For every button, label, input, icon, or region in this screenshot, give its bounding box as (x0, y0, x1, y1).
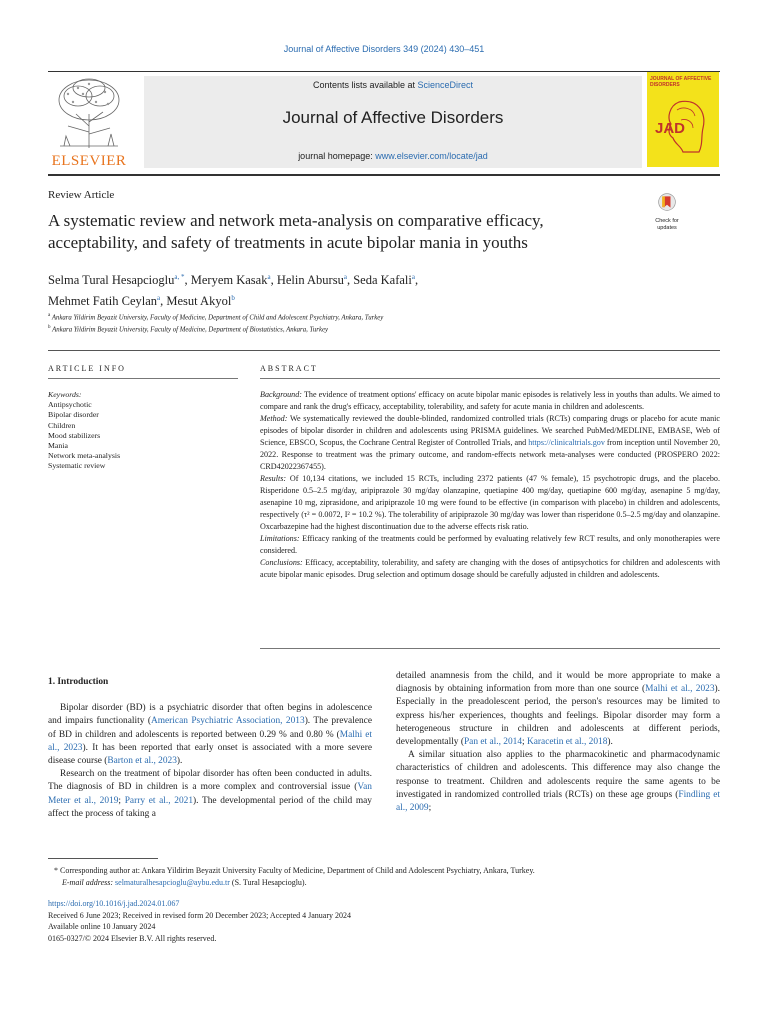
body-text: ; (118, 795, 125, 806)
author-affil-mark[interactable]: a (267, 273, 271, 281)
author-separator: , (414, 273, 419, 288)
abstract-end-rule (260, 648, 720, 649)
affil-mark: a (48, 313, 51, 318)
check-for-updates-badge[interactable] (647, 191, 687, 237)
abstract-sentence: We systematically reviewed the double-blinded, randomized controlled trials (RCTs) comparing drugs or placebo for acute manic episodes of bipolar disorder in children and adolescents using PRISMA guidelines. We searched PubMed/MEDLINE, EMBASE, Web of Science, EBSCO, Scopus, the Cochrane Central Register of Controlled Trials, and (260, 414, 720, 447)
article-info-rule (48, 378, 238, 379)
author-affil-mark[interactable]: a (343, 273, 347, 281)
author-name[interactable]: Mehmet Fatih Ceylan (48, 294, 158, 309)
body-paragraph (396, 670, 720, 749)
abstract-method (260, 413, 720, 473)
body-text: A similar situation also applies to the pharmacokinetic and pharmacodynamic characteristics of children and adolescents. This difference may also change the response to treatment. Children and adolescents require the same agents to be investigated in randomized controlled trials (RCTs) on these age groups ( (396, 750, 720, 800)
journal-homepage: journal homepage: www.elsevier.com/locate/jad (298, 151, 488, 161)
publication-info (48, 898, 720, 944)
elsevier-tree-icon (48, 76, 130, 150)
email-owner: (S. Tural Hesapcioglu). (229, 878, 307, 887)
keyword: Children (48, 420, 76, 430)
corresponding-footnote (48, 865, 720, 889)
affiliations (48, 311, 608, 336)
check-updates-line2: updates (657, 225, 677, 231)
keyword: Mood stabilizers (48, 430, 101, 440)
abstract-label: Limitations: (260, 534, 300, 543)
abstract-heading: ABSTRACT (260, 364, 318, 373)
body-text: ). (176, 756, 183, 767)
abstract-sentence: Efficacy ranking of the treatments could be performed by evaluating relatively few RCT results, and only monotherapies were considered. (260, 534, 720, 555)
body-text: ). The prevalence of BD in children and adolescents is reported between 0.29 % and 0.80 % ( (48, 716, 372, 740)
footnote-rule (48, 858, 158, 859)
citation-link[interactable]: Parry et al., 2021 (124, 795, 194, 806)
body-paragraph (48, 768, 372, 821)
author-affil-mark[interactable]: a, * (174, 273, 185, 281)
abstract-conclusions (260, 557, 720, 581)
affiliation-a (48, 311, 608, 323)
keyword: Network meta-analysis (48, 451, 121, 461)
keyword: Antipsychotic (48, 400, 92, 410)
author-name[interactable]: Meryem Kasak (190, 273, 268, 288)
author-list (48, 268, 608, 310)
abstract-label: Conclusions: (260, 558, 303, 567)
abstract-limitations (260, 533, 720, 557)
homepage-link[interactable]: www.elsevier.com/locate/jad (375, 151, 488, 161)
author-separator: , (346, 273, 354, 288)
abstract-sentence: Of 10,134 citations, we included 15 RCTs, including 2372 patients (47 % female), 15 psychotropic drugs, and the placebo. Risperidone 0.5–2.5 mg/day, aripiprazole 30 mg/day olanzapine, quetiapine 400 mg/day, quetiapine 600 mg/day, asenapine 5 mg/day, asenapine 10 mg, ziprasidone, and aripiprazole 10 mg were found to be effective (in comparison with placebo) in children and adolescents, respectively (τ² = 0.0072, I² = 10.2 %). The tolerability of aripiprazole 30 mg/day was lower than risperidone 0.5–2.5 mg/day and olanzapine. Oxcarbazepine had the highest discontinuation due to the adverse effects risk ratio. (260, 474, 720, 531)
section-rule (48, 350, 720, 351)
cover-jad-mark: JAD (655, 120, 686, 137)
elsevier-wordmark: ELSEVIER (51, 153, 127, 169)
affil-mark: b (48, 325, 51, 331)
author-name[interactable]: Seda Kafali (353, 273, 412, 288)
abstract-label: Results: (260, 474, 287, 483)
body-text: detailed anamnesis from the child, and it would be more appropriate to make a diagnosis by obtaining information from more than one source ( (396, 671, 720, 695)
abstract-sentence: from inception until November 20, 2022. Response to treatment was the primary outcome, and random-effects network meta-analyses were conducted (PROSPERO 2022: CRD42022367455). (260, 438, 720, 471)
available-online: Available online 10 January 2024 (48, 922, 156, 931)
article-info-heading: ARTICLE INFO (48, 364, 126, 373)
journal-masthead (144, 76, 642, 168)
keywords-label: Keywords: (48, 390, 82, 399)
body-text: ; (522, 737, 527, 748)
abstract-sentence: Efficacy, acceptability, tolerability, and safety are changing with the doses of antipsychotics for children and adolescents with acute bipolar manic episodes. Drug selection and optimum dosage should be carefully adjusted in children and adolescents. (260, 558, 720, 579)
author-separator: , (160, 294, 167, 309)
affiliation-text: Ankara Yildirim Beyazit University, Faculty of Medicine, Department of Biostatistics, Ankara, Turkey (52, 326, 329, 334)
section-heading: 1. Introduction (48, 677, 109, 687)
keyword: Mania (48, 441, 68, 451)
citation-link[interactable]: Malhi et al., 2023 (48, 729, 372, 753)
contents-line: Contents lists available at ScienceDirect (312, 80, 474, 90)
citation-link[interactable]: American Psychiatric Association, 2013 (150, 716, 305, 727)
body-paragraph (48, 702, 372, 768)
affiliation-b (48, 323, 608, 335)
keyword: Systematic review (48, 461, 106, 471)
abstract-label: Background: (260, 390, 302, 399)
body-column-right (396, 670, 720, 815)
body-text: ). It has been reported that early onset is associated with a more severe disease course ( (48, 742, 372, 767)
author-name[interactable]: Mesut Akyol (166, 294, 232, 309)
abstract-rule (260, 378, 720, 379)
abstract-label: Method: (260, 414, 288, 423)
author-affil-mark[interactable]: a (411, 273, 415, 281)
body-text: ). (607, 737, 613, 748)
body-column-left (48, 676, 372, 821)
abstract-text (260, 389, 720, 581)
journal-reference[interactable]: Journal of Affective Disorders 349 (2024) 430–451 (283, 44, 485, 54)
body-text: Bipolar disorder (BD) is a psychiatric disorder that often begins in adolescence and impairs functionality ( (48, 703, 372, 727)
citation-link[interactable]: Pan et al., 2014 (463, 737, 523, 748)
body-text: Research on the treatment of bipolar disorder has often been conducted in adults. The diagnosis of BD in children is a more complex and controversial issue ( (48, 769, 372, 793)
journal-title: Journal of Affective Disorders (282, 108, 504, 127)
elsevier-logo[interactable] (48, 76, 130, 168)
citation-link[interactable]: Karacetin et al., 2018 (526, 737, 608, 748)
footnote-text: Corresponding author at: Ankara Yildirim Beyazit University Faculty of Medicine, Department of Child and Adolescent Psychiatry, Ankara, Turkey. (58, 866, 535, 875)
author-affil-mark[interactable]: b (231, 294, 235, 303)
check-updates-line1: Check for (655, 218, 679, 224)
journal-cover[interactable] (647, 72, 719, 167)
clinicaltrials-link[interactable]: https://clinicaltrials.gov (528, 438, 605, 447)
email-line (48, 877, 720, 889)
author-name[interactable]: Helin Abursu (276, 273, 344, 288)
abstract-background (260, 389, 720, 413)
body-text: ). Especially in the preadolescent period, the person's resources may be limited to express his/her experiences, thoughts and feelings. Bipolar disorder may form a heterogeneous structure in children and adolescents at different periods, developmentally ( (396, 684, 720, 748)
author-name[interactable]: Selma Tural Hesapcioglu (48, 273, 175, 288)
cover-title: JOURNAL OF AFFECTIVE DISORDERS (650, 76, 712, 88)
article-title: A systematic review and network meta-analysis on comparative efficacy, acceptability, and safety of treatments in acute bipolar mania in youths (48, 211, 544, 252)
received-dates: Received 6 June 2023; Received in revised form 20 December 2023; Accepted 4 January 2024 (48, 910, 352, 920)
citation-link[interactable]: Malhi et al., 2023 (645, 684, 715, 695)
citation-link[interactable]: Barton et al., 2023 (107, 756, 177, 767)
header-rule-top (48, 71, 720, 72)
citation-link[interactable]: Findling et al., 2009 (396, 789, 721, 814)
author-separator: , (184, 273, 191, 288)
email-label: E-mail address: (62, 878, 116, 887)
corresponding-author (48, 865, 720, 877)
abstract-results (260, 473, 720, 533)
author-affil-mark[interactable]: a (157, 294, 161, 303)
keywords-block (48, 390, 238, 472)
affiliation-text: Ankara Yildirim Beyazit University, Faculty of Medicine, Department of Child and Adolescent Psychiatry, Ankara, Turkey (51, 314, 384, 322)
body-text: ; (428, 803, 432, 814)
body-paragraph (396, 749, 720, 815)
body-text: ). The developmental period of the child may affect the process of taking a (48, 795, 372, 819)
doi-link[interactable]: https://doi.org/10.1016/j.jad.2024.01.067 (48, 899, 180, 908)
abstract-sentence: The evidence of treatment options' efficacy on acute bipolar manic episodes is relatively less in youths than adults. We aimed to compare and rank the drug's efficacy, acceptability, tolerability, and safety for acute mania in children and adolescents. (260, 390, 720, 411)
article-type: Review Article (48, 189, 115, 201)
citation-link[interactable]: Van Meter et al., 2019 (48, 782, 372, 806)
copyright: 0165-0327/© 2024 Elsevier B.V. All rights reserved. (48, 933, 217, 943)
header-rule-bottom (48, 174, 720, 176)
sciencedirect-link[interactable]: ScienceDirect (417, 80, 474, 90)
keyword: Bipolar disorder (48, 410, 99, 420)
author-separator: , (270, 273, 277, 288)
footnote-marker: * (54, 866, 58, 875)
bookmark-check-icon (653, 191, 681, 213)
email-link[interactable]: selmaturalhesapcioglu@aybu.edu.tr (115, 878, 230, 887)
